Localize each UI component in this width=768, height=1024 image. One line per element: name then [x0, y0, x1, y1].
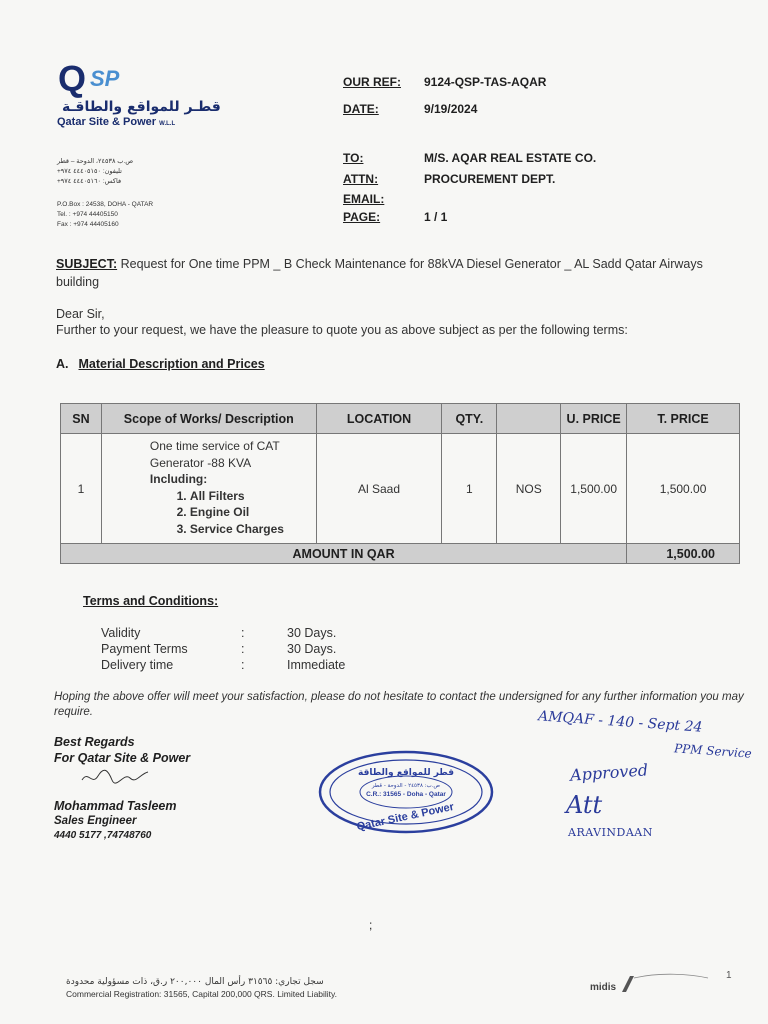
section-a-heading: A. Material Description and Prices [56, 357, 265, 371]
cell-total-price: 1,500.00 [627, 434, 740, 544]
date-value: 9/19/2024 [424, 102, 478, 116]
term-colon: : [241, 658, 245, 672]
stray-mark: ; [369, 918, 373, 932]
to-value: M/S. AQAR REAL ESTATE CO. [424, 151, 597, 165]
subject-label: SUBJECT: [56, 257, 118, 271]
date-label: DATE: [343, 102, 379, 116]
handwritten-ref: AMQAF - 140 - Sept 24 [537, 708, 703, 736]
stamp-text-ar: قطر للمواقع والطاقة [358, 768, 454, 778]
our-ref-label: OUR REF: [343, 75, 401, 89]
stamp-cr: C.R.: 31565 - Doha - Qatar [366, 791, 446, 798]
for-company: For Qatar Site & Power [54, 751, 191, 765]
email-label: EMAIL: [343, 192, 385, 206]
company-stamp [316, 748, 496, 836]
total-value: 1,500.00 [627, 544, 740, 564]
cell-location: Al Saad [316, 434, 442, 544]
midis-logo: midis [590, 982, 617, 993]
contact-en-line: Tel. : +974 44405150 [57, 211, 118, 218]
footer-english: Commercial Registration: 31565, Capital 200,000 QRS. Limited Liability. [66, 989, 338, 999]
stamp-text-en: Qatar Site & Power [355, 800, 456, 834]
page-label: PAGE: [343, 210, 381, 224]
footer-arabic: سجل تجاري: ٣١٥٦٥ رأس المال ٢٠٠,٠٠٠ ر.ق، ذات مسؤولية محدودة [66, 977, 324, 987]
contact-arabic [57, 157, 167, 187]
contact-english [57, 200, 153, 230]
subject-text: Request for One time PPM _ B Check Maintenance for 88kVA Diesel Generator _ AL Sadd Qatar Airways building [56, 257, 703, 289]
cell-unit: NOS [497, 434, 561, 544]
our-ref-value: 9124-QSP-TAS-AQAR [424, 75, 547, 89]
price-table [60, 403, 740, 564]
table-header-row [61, 404, 740, 434]
desc-item: 1. All Filters [190, 488, 310, 505]
term-label: Payment Terms [101, 642, 188, 656]
term-colon: : [241, 626, 245, 640]
cell-sn: 1 [61, 434, 102, 544]
col-header: U. PRICE [561, 404, 627, 434]
term-value: Immediate [287, 658, 346, 672]
company-name-english: Qatar Site & Power W.L.L [57, 116, 176, 128]
contact-en-line: P.O.Box : 24538, DOHA - QATAR [57, 201, 154, 208]
term-colon: : [241, 642, 245, 656]
contact-en-line: Fax : +974 44405160 [57, 221, 119, 228]
logo-q: Q [58, 58, 85, 99]
desc-item: 3. Service Charges [190, 521, 310, 538]
col-header: Scope of Works/ Description [101, 404, 316, 434]
salutation: Dear Sir, [56, 307, 105, 321]
attn-value: PROCUREMENT DEPT. [424, 172, 556, 186]
handwritten-approved: Approved [569, 760, 649, 785]
desc-line: One time service of CAT [149, 439, 280, 453]
company-logo [58, 58, 128, 98]
handwritten-initials: Att [566, 791, 603, 819]
col-header: LOCATION [316, 404, 442, 434]
term-label: Validity [101, 626, 141, 640]
closing-text: Hoping the above offer will meet your satisfaction, please do not hesitate to contact the undersigned for any further information you may require. [54, 691, 744, 718]
contact-ar-line: ص.ب ٢٤٥٣٨، الدوحة – قطر [57, 158, 134, 165]
to-label: TO: [343, 151, 364, 165]
term-row [101, 626, 337, 640]
attn-label: ATTN: [343, 172, 379, 186]
signer-phones: 4440 5177 ,74748760 [54, 830, 152, 841]
contact-ar-line: فاكس: ٤٤٤٠٥١٦٠ ٩٧٤+ [57, 178, 122, 185]
total-label: AMOUNT IN QAR [61, 544, 627, 564]
desc-item: 2. Engine Oil [190, 504, 310, 521]
total-row [61, 544, 740, 564]
midis-swoosh [620, 972, 710, 996]
subject [56, 255, 716, 291]
table-row [61, 434, 740, 544]
col-header [497, 404, 561, 434]
signer-name: Mohammad Tasleem [54, 799, 177, 813]
intro-text: Further to your request, we have the pleasure to quote you as above subject as per the following terms: [56, 323, 628, 337]
terms-title: Terms and Conditions: [83, 594, 219, 608]
best-regards: Best Regards [54, 735, 135, 749]
cell-description [101, 434, 316, 544]
handwritten-name: ARAVINDAAN [568, 826, 653, 839]
term-row [101, 642, 337, 656]
page-mark: 1 [726, 970, 732, 981]
term-value: 30 Days. [287, 626, 337, 640]
handwritten-service: PPM Service [673, 741, 753, 761]
cell-unit-price: 1,500.00 [561, 434, 627, 544]
signer-title: Sales Engineer [54, 815, 137, 827]
term-label: Delivery time [101, 658, 174, 672]
term-value: 30 Days. [287, 642, 337, 656]
cell-qty: 1 [442, 434, 497, 544]
signature-scribble [80, 766, 150, 788]
desc-including: Including: [149, 472, 208, 486]
logo-sp: SP [90, 66, 120, 91]
contact-ar-line: تليفون: ٤٤٤٠٥١٥٠ ٩٧٤+ [57, 168, 122, 175]
company-name-arabic: قطـر للمواقع والطاقـة [62, 99, 221, 115]
term-row [101, 658, 346, 672]
col-header: T. PRICE [627, 404, 740, 434]
stamp-po-ar: ص.ب: ٢٤٥٣٨ - الدوحة - قطر [371, 783, 441, 789]
col-header: QTY. [442, 404, 497, 434]
desc-line: Generator -88 KVA [149, 455, 252, 470]
col-header: SN [61, 404, 102, 434]
page-value: 1 / 1 [424, 210, 448, 224]
